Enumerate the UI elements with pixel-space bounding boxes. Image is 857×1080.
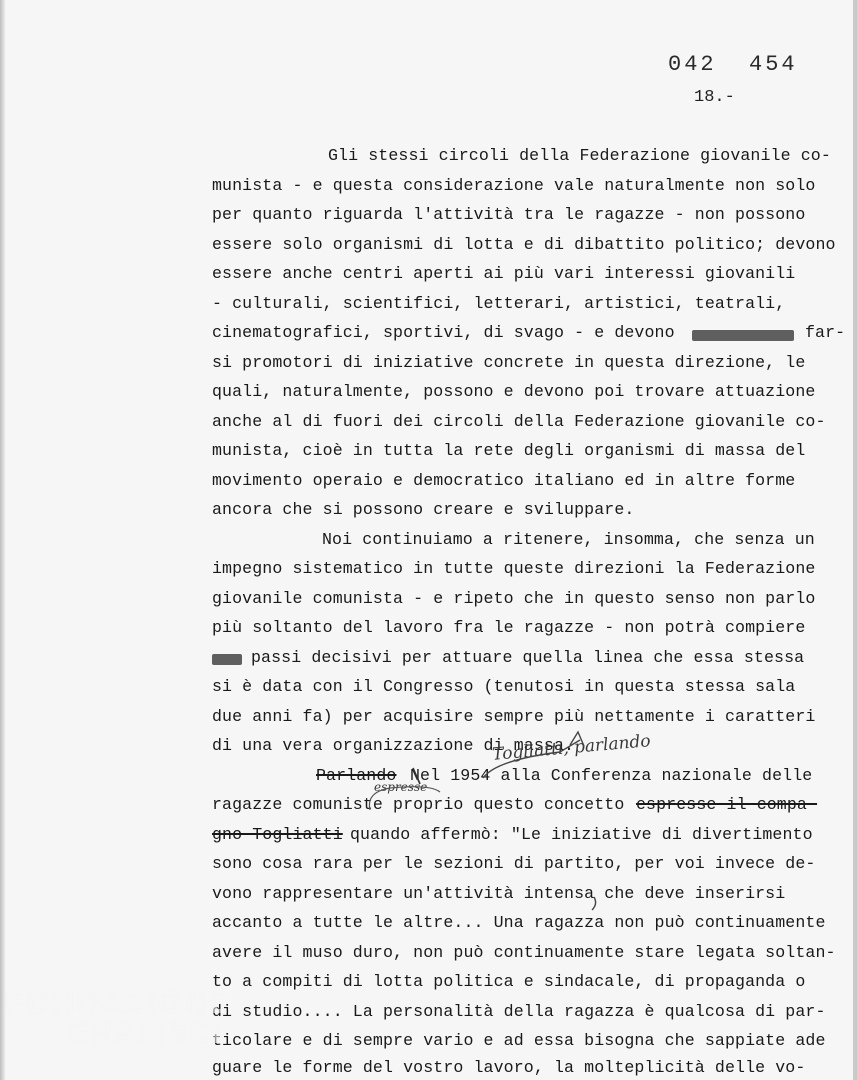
text-line: essere anche centri aperti ai più vari interessi giovanili (212, 264, 796, 283)
text-line: ancora che si possono creare e sviluppare. (212, 500, 635, 519)
text-line: - culturali, scientifici, letterari, artistici, teatrali, (212, 294, 786, 313)
text-line: cinematografici, sportivi, di svago - e devono (212, 323, 675, 342)
text-line: vono rappresentare un'attività intensa che deve inserirsi (212, 884, 786, 903)
text-line: Gli stessi circoli della Federazione giovanile co- (328, 146, 831, 165)
text-line: sono cosa rara per le sezioni di partito, per voi invece de- (212, 854, 816, 873)
insertion-loop (369, 787, 440, 810)
text-line: avere il muso duro, non può continuamente stare legata soltan- (212, 943, 836, 962)
text-line: to a compiti di lotta politica e sindacale, di propaganda o (212, 972, 806, 991)
text-line: movimento operaio e democratico italiano ed in altre forme (212, 471, 796, 490)
struck-text: Parlando (316, 766, 397, 785)
page-number: 18.- (694, 88, 735, 107)
text-line: si promotori di iniziative concrete in questa direzione, le (212, 353, 806, 372)
text-line: per quanto riguarda l'attività tra le ragazze - non possono (212, 205, 806, 224)
text-line: si è data con il Congresso (tenutosi in questa stessa sala (212, 677, 796, 696)
text-line: quali, naturalmente, possono e devono poi trovare attuazione (212, 382, 816, 401)
text-line: di studio.... La personalità della ragazza è qualcosa di par- (212, 1002, 826, 1021)
text-line: essere solo organismi di lotta e di dibattito politico; devono (212, 235, 836, 254)
archive-number: 042 454 (668, 52, 798, 77)
fondazione-gramsci-watermark: FONDAZIONE GRAMSCI (4, 986, 230, 1050)
struck-text: gno Togliatti (212, 825, 343, 844)
text-line: munista, cioè in tutta la rete degli organismi di massa del (212, 441, 806, 460)
text-line: accanto a tutte le altre... Una ragazza non può continuamente (212, 913, 826, 932)
text-line: guare le forme del vostro lavoro, la molteplicità delle vo- (212, 1058, 806, 1077)
correction-stroke (413, 768, 420, 784)
text-line: quando affermò: "Le iniziative di divertimento (350, 825, 813, 844)
text-line: di una vera organizzazione di massa. (212, 736, 575, 755)
struck-text: espresse il compa- (636, 795, 818, 814)
text-line: anche al di fuori dei circoli della Federazione giovanile co- (212, 412, 826, 431)
text-line: far- (805, 323, 846, 342)
handwritten-insertion-espresse: espresse (374, 780, 428, 794)
text-line: passi decisivi per attuare quella linea che essa stessa (251, 648, 805, 667)
text-line: Nel 1954 alla Conferenza nazionale delle (410, 766, 813, 785)
text-line: ticolare e di sempre vario e ad essa bisogna che sappiate ade (212, 1031, 826, 1050)
text-line: munista - e questa considerazione vale naturalmente non solo (212, 176, 816, 195)
comma-insertion-mark (592, 897, 596, 910)
text-line: impegno sistematico in tutte queste direzioni la Federazione (212, 559, 816, 578)
text-line: ragazze comuniste proprio questo concetto (212, 795, 625, 814)
insertion-caret-arc (483, 740, 580, 778)
text-line: Noi continuiamo a ritenere, insomma, che senza un (322, 530, 815, 549)
insertion-arrowhead (570, 732, 584, 746)
text-line: più soltanto del lavoro fra le ragazze - non potrà compiere (212, 618, 806, 637)
handwritten-insertion-togliatti: Togliatti, parlando (491, 731, 652, 765)
text-line: due anni fa) per acquisire sempre più nettamente i caratteri (212, 707, 816, 726)
text-line: giovanile comunista - e ripeto che in questo senso non parlo (212, 589, 816, 608)
